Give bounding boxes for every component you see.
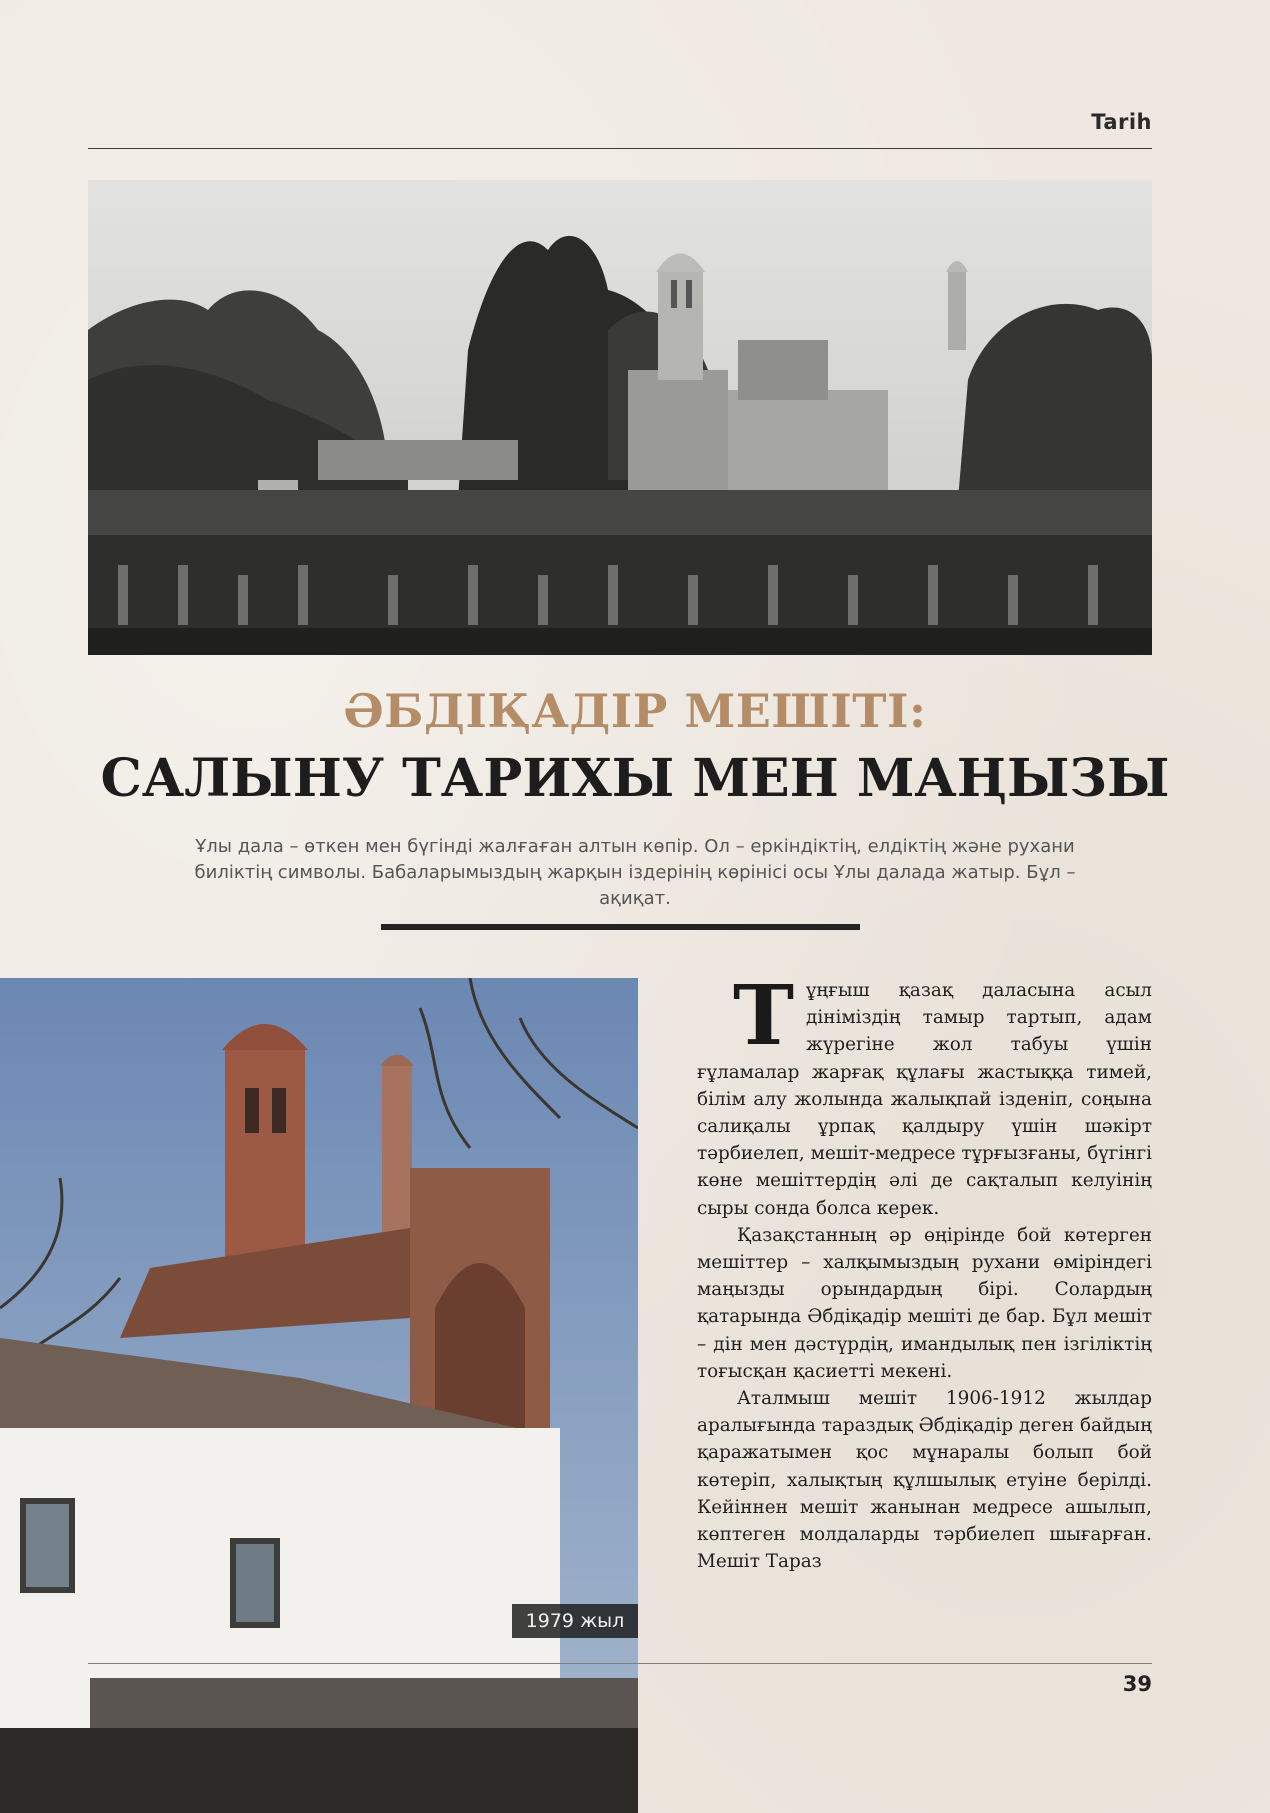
footer-divider: [88, 1663, 1152, 1664]
paragraph-text: ұңғыш қазақ даласына асыл дініміздің тамыр тартып, адам жүрегіне жол табуы үшін ғұламалар жарғақ құлағы жастыққа тимей, білім алу жолында жалықпай ізденіп, соңына салиқалы ұрпақ қалдыру үшін шәкірт тәрбиелеп, мешіт-медресе тұрғызғаны, бүгінгі көне мешіттердің әлі де сақталып келуінің сыры сонда болса керек.: [697, 980, 1152, 1219]
page-number: 39: [1122, 1672, 1152, 1696]
lead-divider: [381, 924, 860, 930]
photo-caption: 1979 жыл: [512, 1604, 638, 1638]
article-lead: Ұлы дала – өткен мен бүгінді жалғаған алтын көпір. Ол – еркіндіктің, елдіктің және рухани биліктің символы. Бабаларымыздың жарқын іздерінің көрінісі осы Ұлы далада жатыр. Бұл – ақиқат.: [194, 836, 1076, 909]
section-label: Tarih: [1091, 110, 1152, 134]
header-divider: [88, 148, 1152, 149]
mosque-color-photo-icon: [0, 978, 638, 1813]
article-title-line1: ӘБДІҚАДІР МЕШІТІ:: [343, 684, 927, 738]
bottom-photo: [0, 978, 638, 1813]
article-title-line2: САЛЫНУ ТАРИХЫ МЕН МАҢЫЗЫ: [100, 748, 1170, 809]
body-paragraph: Аталмыш мешіт 1906-1912 жылдар аралығында тараздық Әбдіқадір деген байдың қаражатымен қос мұнаралы болып бой көтеріп, халықтың құлшылық етуіне берілді. Кейіннен мешіт жанынан медресе ашылып, көптеген молдаларды тәрбиелеп шығарған. Мешіт Тараз: [697, 1388, 1152, 1573]
old-mosque-photo-icon: [88, 180, 1152, 655]
body-paragraph: Қазақстанның әр өңірінде бой көтерген мешіттер – халқымыздың рухани өміріндегі маңызды орындардың бірі. Солардың қатарында Әбдіқадір мешіті де бар. Бұл мешіт – дін мен дәстүрдің, имандылық пен ізгіліктің тоғысқан қасиетті мекені.: [697, 1224, 1152, 1382]
body-paragraph: [697, 977, 1152, 1222]
article-body: [697, 977, 1152, 1637]
drop-cap: Т: [733, 977, 795, 1064]
top-photo: [88, 180, 1152, 655]
